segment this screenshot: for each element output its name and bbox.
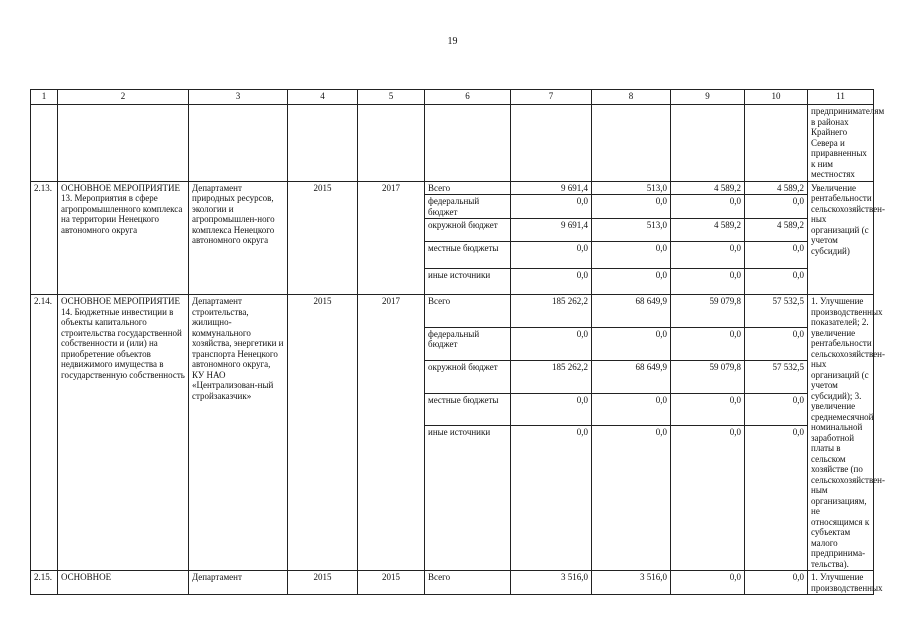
executor: Департамент	[189, 571, 288, 595]
value-cell: 0,0	[511, 327, 592, 360]
table-row	[31, 295, 874, 328]
result-text: предпринимателям в районах Крайнего Севера и приравненных к ним местностях	[808, 105, 874, 182]
column-header: 8	[592, 90, 671, 105]
measure-name: ОСНОВНОЕ МЕРОПРИЯТИЕ 13. Мероприятия в сфере агропромышленного комплекса на территории Ненецкого автономного округа	[58, 181, 189, 295]
value-cell: 0,0	[671, 393, 745, 425]
value-cell: 57 532,5	[745, 295, 808, 328]
value-cell: 57 532,5	[745, 360, 808, 393]
value-cell: 0,0	[671, 571, 745, 595]
value-cell: 3 516,0	[511, 571, 592, 595]
value-cell: 0,0	[511, 425, 592, 570]
measure-name: ОСНОВНОЕ	[58, 571, 189, 595]
row-number: 2.14.	[31, 295, 58, 571]
value-cell: 4 589,2	[671, 181, 745, 195]
page-number: 19	[447, 36, 458, 47]
expected-result: Увеличение рентабельности сельскохозяйствен-ных организаций (с учетом субсидий)	[808, 181, 874, 295]
source-label: федеральный бюджет	[425, 327, 511, 360]
value-cell: 0,0	[511, 393, 592, 425]
value-cell: 0,0	[745, 393, 808, 425]
value-cell: 4 589,2	[745, 219, 808, 242]
source-label: федеральный бюджет	[425, 195, 511, 219]
end-year: 2017	[358, 295, 425, 571]
start-year: 2015	[288, 295, 358, 571]
end-year: 2017	[358, 181, 425, 295]
value-cell: 185 262,2	[511, 295, 592, 328]
column-header: 4	[288, 90, 358, 105]
header-row	[31, 90, 874, 105]
value-cell: 0,0	[511, 242, 592, 269]
value-cell: 0,0	[592, 327, 671, 360]
source-label: Всего	[425, 295, 511, 328]
value-cell: 0,0	[592, 195, 671, 219]
expected-result: 1. Улучшение производственных	[808, 571, 874, 595]
row-number: 2.15.	[31, 571, 58, 595]
source-label: иные источники	[425, 269, 511, 295]
value-cell: 513,0	[592, 219, 671, 242]
start-year: 2015	[288, 571, 358, 595]
measure-name: ОСНОВНОЕ МЕРОПРИЯТИЕ 14. Бюджетные инвестиции в объекты капитального строительства государственной собственности и (или) на приобретение объектов недвижимого имущества в государственную собственность	[58, 295, 189, 571]
value-cell: 4 589,2	[671, 219, 745, 242]
column-header: 7	[511, 90, 592, 105]
value-cell: 9 691,4	[511, 219, 592, 242]
source-label: местные бюджеты	[425, 242, 511, 269]
source-label: Всего	[425, 571, 511, 595]
value-cell: 68 649,9	[592, 295, 671, 328]
value-cell: 0,0	[671, 425, 745, 570]
source-label: Всего	[425, 181, 511, 195]
value-cell: 0,0	[592, 269, 671, 295]
value-cell: 0,0	[671, 242, 745, 269]
value-cell: 0,0	[745, 242, 808, 269]
value-cell: 0,0	[745, 425, 808, 570]
column-header: 2	[58, 90, 189, 105]
column-header: 1	[31, 90, 58, 105]
value-cell: 0,0	[745, 269, 808, 295]
value-cell: 0,0	[745, 327, 808, 360]
value-cell: 0,0	[511, 195, 592, 219]
value-cell: 59 079,8	[671, 295, 745, 328]
source-label: местные бюджеты	[425, 393, 511, 425]
end-year: 2015	[358, 571, 425, 595]
source-label: иные источники	[425, 425, 511, 570]
value-cell: 4 589,2	[745, 181, 808, 195]
source-label: окружной бюджет	[425, 219, 511, 242]
column-header: 9	[671, 90, 745, 105]
continuation-row	[31, 105, 874, 182]
value-cell: 0,0	[592, 393, 671, 425]
column-header: 5	[358, 90, 425, 105]
table-row	[31, 571, 874, 595]
value-cell: 0,0	[592, 425, 671, 570]
start-year: 2015	[288, 181, 358, 295]
value-cell: 3 516,0	[592, 571, 671, 595]
column-header: 11	[808, 90, 874, 105]
expected-result: 1. Улучшение производственных показателей; 2. увеличение рентабельности сельскохозяйствен-ных организаций (с учетом субсидий); 3. увеличение среднемесячной номинальной заработной платы в сельском хозяйстве (по сельскохозяйствен-ным организациям, не относящимся к субъектам малого предпринима-тельства).	[808, 295, 874, 571]
row-number: 2.13.	[31, 181, 58, 295]
value-cell: 185 262,2	[511, 360, 592, 393]
value-cell: 0,0	[511, 269, 592, 295]
column-header: 3	[189, 90, 288, 105]
executor: Департамент строительства, жилищно-коммунального хозяйства, энергетики и транспорта Ненецкого автономного округа, КУ НАО «Централизован-ный стройзаказчик»	[189, 295, 288, 571]
value-cell: 0,0	[745, 571, 808, 595]
column-header: 10	[745, 90, 808, 105]
source-label: окружной бюджет	[425, 360, 511, 393]
column-header: 6	[425, 90, 511, 105]
value-cell: 0,0	[671, 327, 745, 360]
value-cell: 0,0	[671, 195, 745, 219]
value-cell: 0,0	[745, 195, 808, 219]
program-table	[30, 89, 885, 595]
value-cell: 9 691,4	[511, 181, 592, 195]
table-row	[31, 181, 874, 195]
value-cell: 59 079,8	[671, 360, 745, 393]
value-cell: 68 649,9	[592, 360, 671, 393]
value-cell: 513,0	[592, 181, 671, 195]
value-cell: 0,0	[592, 242, 671, 269]
value-cell: 0,0	[671, 269, 745, 295]
executor: Департамент природных ресурсов, экологии и агропромышлен-ного комплекса Ненецкого автономного округа	[189, 181, 288, 295]
